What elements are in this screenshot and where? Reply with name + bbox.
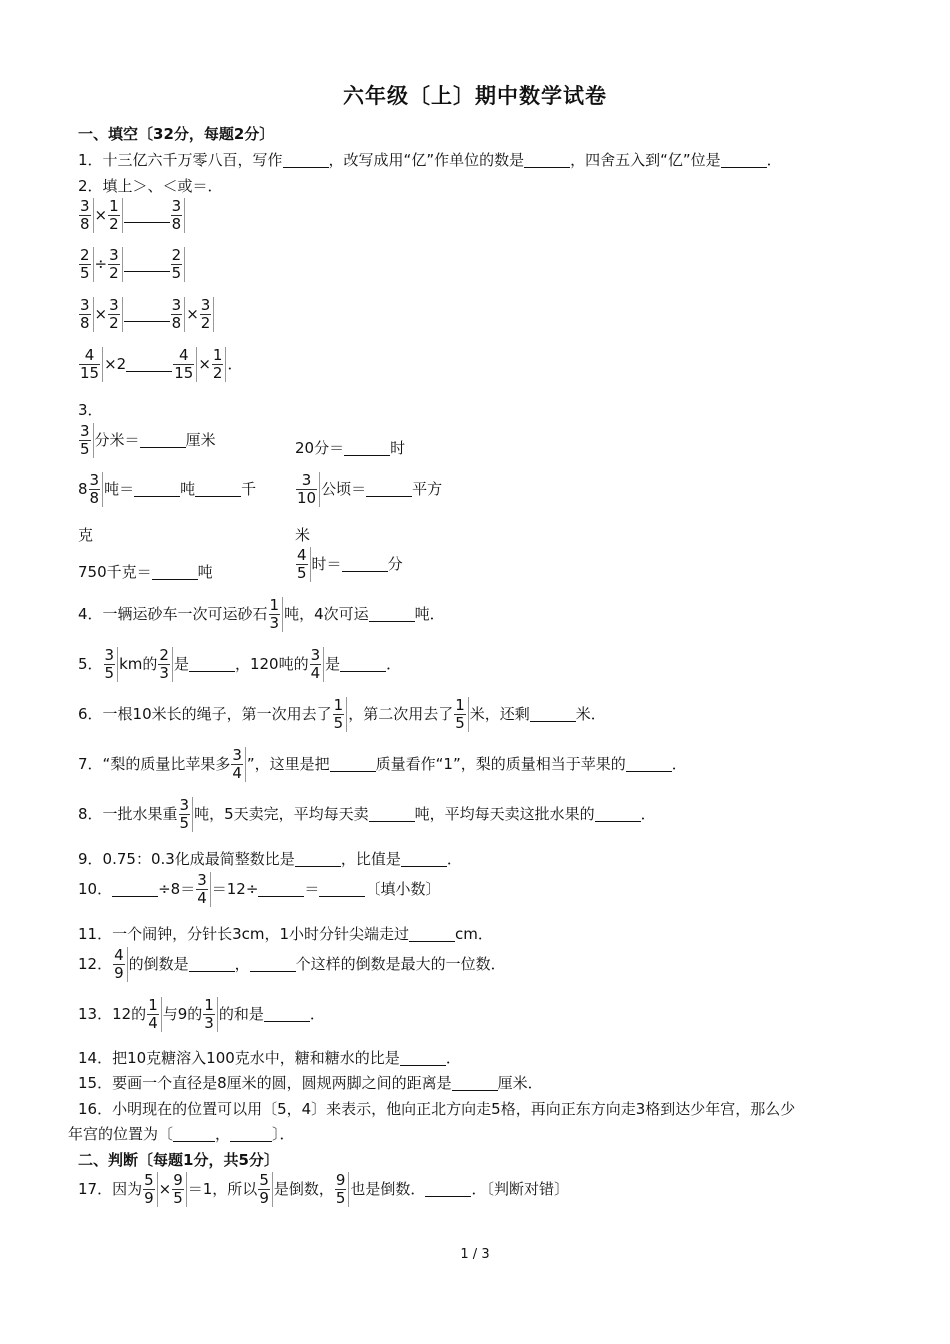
text-segment: 米． (575, 705, 606, 723)
fraction (203, 997, 218, 1032)
text-segment: ． (766, 151, 782, 169)
text-segment: 质量看作“1”，梨的质量相当于苹果的 (375, 755, 626, 773)
section-fill-blank: 一、填空〔32分，每题2分〕 (78, 125, 275, 143)
denominator: 3 (269, 614, 280, 632)
numerator: 1 (269, 596, 280, 614)
numerator: 3 (104, 646, 115, 664)
text-segment: km的 (119, 655, 158, 673)
answer-blank[interactable] (626, 755, 672, 772)
compare-row-2 (78, 247, 186, 282)
numerator: 5 (144, 1171, 154, 1189)
text-segment: ”，这里是把 (246, 755, 330, 773)
numerator: 3 (89, 471, 100, 489)
fraction (296, 472, 320, 507)
question-16: 16．小明现在的位置可以用〔5，4〕来表示，他向正北方向走5格，再向正东方向走3格到达少年宫，那么少 (78, 1100, 796, 1118)
text-segment: ． (446, 850, 462, 868)
text-segment: 7．“梨的质量比苹果多 (78, 755, 231, 773)
fraction (158, 647, 173, 682)
answer-blank[interactable] (400, 1049, 446, 1066)
text-segment: 吨＝ (104, 480, 135, 498)
fraction (269, 597, 284, 632)
answer-blank[interactable] (366, 480, 412, 497)
question-10 (78, 872, 440, 907)
text-segment: × (186, 305, 199, 323)
denominator: 4 (148, 1014, 158, 1032)
conversion-3-wrap: 克 (78, 526, 94, 544)
denominator: 4 (197, 889, 207, 907)
text-segment: ． (671, 755, 687, 773)
question-3: 3． (78, 401, 103, 419)
text-segment: 750千克＝ (78, 563, 152, 581)
question-1 (78, 150, 782, 170)
text-segment: 5． (78, 655, 103, 673)
text-segment: ． (309, 1005, 325, 1023)
question-2: 2．填上＞、＜或＝． (78, 177, 223, 195)
fraction (79, 247, 94, 282)
numerator: 3 (232, 746, 242, 764)
text-segment: 的倒数是 (128, 955, 189, 973)
text-segment: 15．要画一个直径是8厘米的圆，圆规两脚之间的距离是 (78, 1074, 452, 1092)
fraction (200, 297, 215, 332)
text-segment: 吨 (180, 480, 196, 498)
text-segment: 8 (78, 480, 88, 498)
denominator: 8 (171, 314, 182, 332)
denominator: 5 (179, 814, 190, 832)
text-segment: 厘米． (497, 1074, 543, 1092)
answer-blank[interactable] (369, 605, 415, 622)
denominator: 4 (310, 664, 321, 682)
text-segment: × (94, 305, 108, 323)
fraction (173, 347, 197, 382)
page-title: 六年级〔上〕期中数学试卷 (343, 84, 607, 108)
fraction (296, 547, 311, 582)
text-segment: 公顷＝ (321, 480, 367, 498)
text-segment: ． (640, 805, 656, 823)
question-15 (78, 1073, 543, 1093)
text-segment: 4．一辆运砂车一次可运砂石 (78, 605, 268, 623)
denominator: 2 (109, 215, 119, 233)
numerator: 3 (171, 197, 182, 215)
text-segment: 〔填小数〕 (365, 880, 441, 898)
conversion-1 (78, 423, 216, 458)
question-7 (78, 747, 687, 782)
answer-blank[interactable] (258, 880, 304, 897)
text-segment: ，120吨的 (234, 655, 309, 673)
text-segment: 吨 (197, 563, 213, 581)
fraction (108, 297, 123, 332)
question-17 (78, 1172, 569, 1207)
answer-blank[interactable] (595, 805, 641, 822)
text-segment: 米，还剩 (469, 705, 530, 723)
numerator: 1 (148, 996, 158, 1014)
text-segment: ，比值是 (340, 850, 401, 868)
conversion-4 (295, 472, 442, 507)
text-segment: 6．一根10米长的绳子，第一次用去了 (78, 705, 332, 723)
numerator: 9 (173, 1171, 183, 1189)
fraction (172, 1172, 187, 1207)
denominator: 9 (114, 964, 124, 982)
text-segment: ． (386, 655, 402, 673)
answer-blank[interactable] (195, 480, 241, 497)
numerator: 5 (259, 1171, 269, 1189)
answer-blank[interactable] (530, 705, 576, 722)
fraction (258, 1172, 273, 1207)
numerator: 3 (200, 296, 211, 314)
question-11 (78, 924, 493, 944)
text-segment: 分 (387, 555, 403, 573)
text-segment: ÷8＝ (158, 880, 196, 898)
text-segment: × (198, 355, 211, 373)
question-16-cont (68, 1124, 295, 1144)
answer-blank[interactable] (409, 925, 455, 942)
text-segment: 是 (173, 655, 189, 673)
question-9 (78, 849, 462, 869)
answer-blank[interactable] (124, 255, 170, 272)
compare-row-4 (78, 347, 242, 382)
denominator: 5 (173, 1189, 183, 1207)
fraction (143, 1172, 158, 1207)
fraction (79, 423, 94, 458)
answer-blank[interactable] (189, 955, 235, 972)
denominator: 15 (174, 364, 194, 382)
text-segment: 是 (325, 655, 341, 673)
denominator: 2 (109, 314, 119, 332)
answer-blank[interactable] (112, 880, 158, 897)
fraction (231, 747, 246, 782)
answer-blank[interactable] (452, 1074, 498, 1091)
question-5 (78, 647, 401, 682)
text-segment: ． (445, 1049, 461, 1067)
text-segment: ，第二次用去了 (348, 705, 454, 723)
page-number: 1 / 3 (460, 1247, 490, 1262)
numerator: 4 (297, 546, 307, 564)
fraction (333, 697, 348, 732)
text-segment: 1．十三亿六千万零八百，写作 (78, 151, 283, 169)
text-segment: 9．0.75：0.3化成最简整数比是 (78, 850, 295, 868)
denominator: 2 (212, 364, 223, 382)
text-segment: 11．一个闹钟，分针长3cm，1小时分针尖端走过 (78, 925, 410, 943)
denominator: 9 (259, 1189, 269, 1207)
question-8 (78, 797, 656, 832)
answer-blank[interactable] (126, 355, 172, 372)
question-12 (78, 947, 506, 982)
fraction (147, 997, 162, 1032)
text-segment: 〕． (272, 1125, 295, 1143)
answer-blank[interactable] (319, 880, 365, 897)
answer-blank[interactable] (330, 755, 376, 772)
numerator: 3 (171, 296, 182, 314)
numerator: 9 (335, 1171, 346, 1189)
numerator: 1 (333, 696, 344, 714)
answer-blank[interactable] (340, 655, 386, 672)
numerator: 3 (179, 796, 190, 814)
answer-blank[interactable] (124, 305, 170, 322)
numerator: 2 (159, 646, 169, 664)
conversion-2 (295, 438, 405, 458)
denominator: 5 (80, 440, 90, 458)
section-judge: 二、判断〔每题1分，共5分〕 (78, 1151, 279, 1169)
numerator: 1 (455, 696, 465, 714)
numerator: 3 (301, 471, 312, 489)
answer-blank[interactable] (425, 1180, 471, 1197)
answer-blank[interactable] (344, 439, 390, 456)
text-segment: cm． (455, 925, 493, 943)
question-13 (78, 997, 325, 1032)
text-segment: 分米＝ (94, 431, 140, 449)
denominator: 5 (335, 1189, 346, 1207)
denominator: 5 (333, 714, 344, 732)
text-segment: 吨，4次可运 (284, 605, 369, 623)
denominator: 5 (80, 264, 90, 282)
question-14 (78, 1048, 461, 1068)
text-segment: ＝ (304, 880, 320, 898)
text-segment: 时 (390, 439, 406, 457)
numerator: 1 (204, 996, 214, 1014)
denominator: 15 (80, 364, 100, 382)
text-segment: 13．12的 (78, 1005, 147, 1023)
fraction (108, 247, 123, 282)
denominator: 3 (204, 1014, 214, 1032)
fraction (104, 647, 119, 682)
fraction (171, 297, 186, 332)
answer-blank[interactable] (401, 850, 447, 867)
text-segment: 17．因为 (78, 1180, 143, 1198)
text-segment: 厘米 (185, 431, 216, 449)
fraction (79, 347, 103, 382)
denominator: 10 (297, 489, 317, 507)
text-segment: ×2 (104, 355, 127, 373)
answer-blank[interactable] (295, 850, 341, 867)
conversion-5 (78, 562, 213, 582)
numerator: 4 (84, 346, 95, 364)
numerator: 3 (80, 197, 90, 215)
text-segment: ÷ (94, 255, 108, 273)
text-segment: 吨． (414, 605, 445, 623)
text-segment: 10． (78, 880, 113, 898)
denominator: 8 (80, 215, 90, 233)
text-segment: 8．一批水果重 (78, 805, 178, 823)
text-segment: 吨，平均每天卖这批水果的 (414, 805, 595, 823)
denominator: 4 (232, 764, 242, 782)
text-segment: × (94, 206, 108, 224)
answer-blank[interactable] (173, 1125, 215, 1142)
denominator: 3 (159, 664, 169, 682)
denominator: 8 (80, 314, 90, 332)
text-segment: 的和是 (218, 1005, 264, 1023)
fraction (454, 697, 469, 732)
denominator: 5 (171, 264, 182, 282)
denominator: 5 (455, 714, 465, 732)
text-segment: 年宫的位置为〔 (68, 1125, 174, 1143)
fraction (171, 198, 186, 233)
text-segment: 12． (78, 955, 113, 973)
fraction (89, 472, 104, 507)
text-segment: ，改写成用“亿”作单位的数是 (328, 151, 525, 169)
text-segment: 20分＝ (295, 439, 345, 457)
text-segment: ，四舍五入到“亿”位是 (570, 151, 721, 169)
answer-blank[interactable] (152, 563, 198, 580)
numerator: 3 (80, 422, 90, 440)
numerator: 3 (109, 246, 119, 264)
answer-blank[interactable] (342, 555, 388, 572)
answer-blank[interactable] (140, 431, 186, 448)
numerator: 4 (178, 346, 189, 364)
text-segment: 14．把10克糖溶入100克水中，糖和糖水的比是 (78, 1049, 400, 1067)
fraction (196, 872, 211, 907)
denominator: 2 (200, 314, 211, 332)
fraction (335, 1172, 350, 1207)
numerator: 3 (310, 646, 321, 664)
conversion-3 (78, 472, 256, 507)
numerator: 1 (212, 346, 223, 364)
answer-blank[interactable] (189, 655, 235, 672)
numerator: 1 (109, 197, 119, 215)
text-segment: ． (227, 355, 243, 373)
numerator: 3 (80, 296, 90, 314)
fraction (171, 247, 186, 282)
denominator: 2 (109, 264, 119, 282)
text-segment: 个这样的倒数是最大的一位数． (295, 955, 506, 973)
conversion-4-wrap: 米 (295, 526, 311, 544)
fraction (79, 198, 94, 233)
numerator: 3 (197, 871, 207, 889)
numerator: 2 (80, 246, 90, 264)
conversion-6 (295, 547, 403, 582)
answer-blank[interactable] (283, 151, 329, 168)
compare-row-3 (78, 297, 215, 332)
text-segment: ， (215, 1125, 231, 1143)
question-6 (78, 697, 606, 732)
text-segment: 平方 (412, 480, 443, 498)
answer-blank[interactable] (264, 1005, 310, 1022)
denominator: 5 (104, 664, 115, 682)
denominator: 8 (89, 489, 100, 507)
answer-blank[interactable] (524, 151, 570, 168)
text-segment: 千 (241, 480, 257, 498)
answer-blank[interactable] (134, 480, 180, 497)
fraction (113, 947, 128, 982)
question-4 (78, 597, 445, 632)
denominator: 5 (297, 564, 307, 582)
numerator: 2 (171, 246, 182, 264)
text-segment: 吨，5天卖完，平均每天卖 (194, 805, 369, 823)
denominator: 9 (144, 1189, 154, 1207)
denominator: 8 (171, 215, 182, 233)
fraction (212, 347, 227, 382)
numerator: 3 (109, 296, 119, 314)
text-segment: 是倒数， (273, 1180, 334, 1198)
text-segment: ．〔判断对错〕 (471, 1180, 569, 1198)
answer-blank[interactable] (250, 955, 296, 972)
text-segment: 也是倒数． (350, 1180, 426, 1198)
fraction (79, 297, 94, 332)
answer-blank[interactable] (369, 805, 415, 822)
fraction (108, 198, 123, 233)
text-segment: 与9的 (162, 1005, 203, 1023)
text-segment: 时＝ (311, 555, 342, 573)
text-segment: ＝12÷ (211, 880, 259, 898)
fraction (179, 797, 194, 832)
text-segment: × (158, 1180, 172, 1198)
compare-row-1 (78, 198, 186, 233)
numerator: 4 (114, 946, 124, 964)
text-segment: ， (234, 955, 250, 973)
answer-blank[interactable] (230, 1125, 272, 1142)
text-segment: ＝1，所以 (187, 1180, 258, 1198)
answer-blank[interactable] (721, 151, 767, 168)
fraction (310, 647, 325, 682)
answer-blank[interactable] (124, 206, 170, 223)
